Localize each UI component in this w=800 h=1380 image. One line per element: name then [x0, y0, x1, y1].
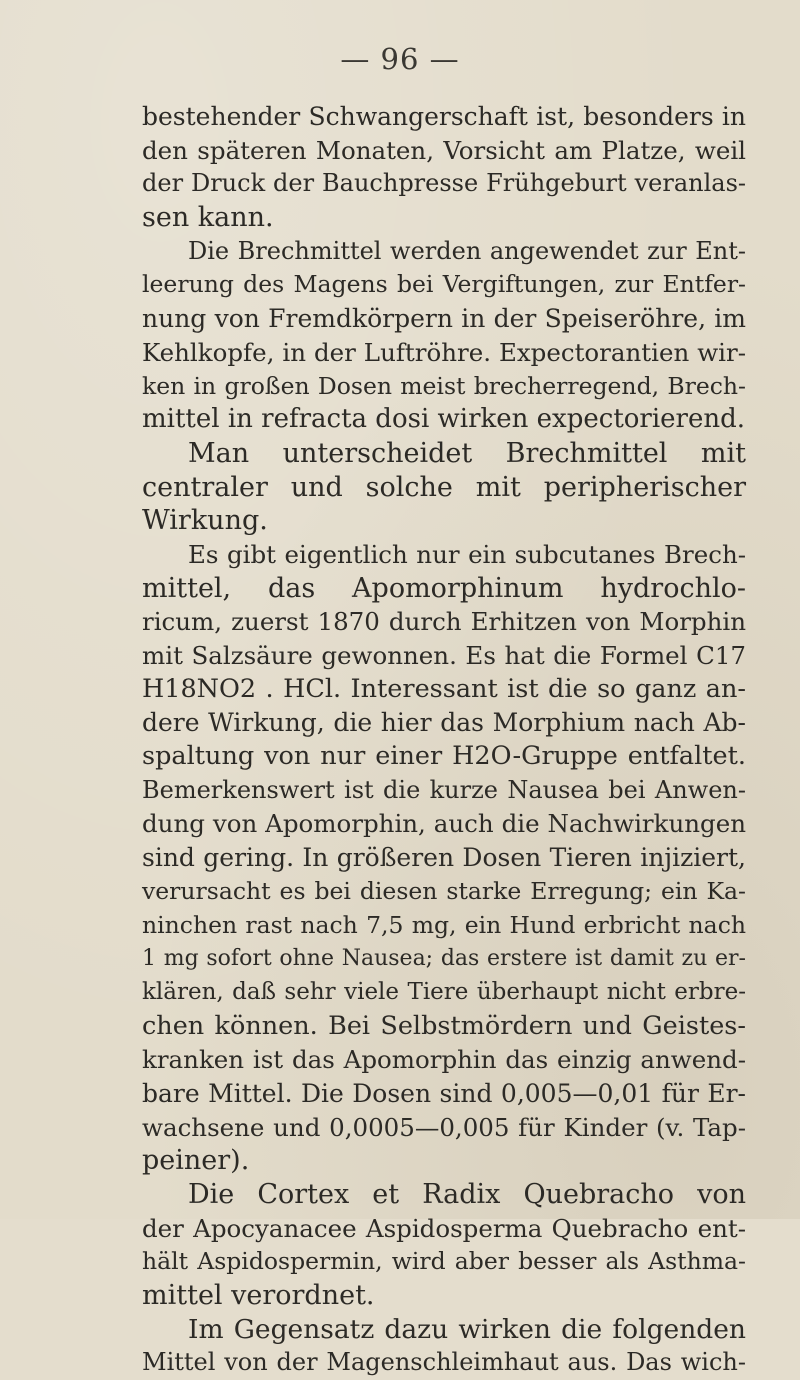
text-line: klären, daß sehr viele Tiere überhaupt nicht erbre- — [142, 978, 746, 1005]
text-line: der Apocyanacee Aspidosperma Quebracho ent- — [142, 1213, 746, 1243]
text-line: dere Wirkung, die hier das Morphium nach Ab- — [142, 708, 746, 738]
text-line: mittel in refracta dosi wirken expectorierend. — [142, 404, 746, 435]
text-line: verursacht es bei diesen starke Erregung; ein Ka- — [142, 876, 746, 905]
text-line: den späteren Monaten, Vorsicht am Platze, weil — [142, 135, 746, 165]
text-line: wachsene und 0,0005—0,005 für Kinder (v. Tap- — [142, 1112, 746, 1142]
text-line: Die Cortex et Radix Quebracho von — [188, 1179, 746, 1210]
text-line: Die Brechmittel werden angewendet zur Ent- — [188, 236, 746, 265]
text-line: leerung des Magens bei Vergiftungen, zur Entfer- — [142, 270, 746, 299]
text-line: Bemerkenswert ist die kurze Nausea bei Anwen- — [142, 775, 746, 804]
text-line: Mittel von der Magenschleimhaut aus. Das wich- — [142, 1348, 746, 1377]
text-line: Es gibt eigentlich nur ein subcutanes Brech- — [188, 539, 746, 569]
text-line: mit Salzsäure gewonnen. Es hat die Formel C17 — [142, 641, 746, 670]
text-line: sind gering. In größeren Dosen Tieren injiziert, — [142, 843, 746, 873]
text-line: bestehender Schwangerschaft ist, besonders in — [142, 102, 746, 131]
text-line: sen kann. — [142, 202, 274, 234]
text-line: Wirkung. — [142, 505, 268, 537]
text-line: ricum, zuerst 1870 durch Erhitzen von Morphin — [142, 607, 746, 637]
text-line: hält Aspidospermin, wird aber besser als Asthma- — [142, 1247, 746, 1276]
text-line: ninchen rast nach 7,5 mg, ein Hund erbricht nach — [142, 910, 746, 939]
text-line: chen können. Bei Selbstmördern und Geistes- — [142, 1010, 746, 1041]
text-line: ken in großen Dosen meist brecherregend, Brech- — [142, 371, 746, 400]
text-line: spaltung von nur einer H2O-Gruppe entfaltet. — [142, 741, 746, 772]
text-line: kranken ist das Apomorphin das einzig anwend- — [142, 1045, 746, 1075]
text-line: Im Gegensatz dazu wirken die folgenden — [188, 1313, 746, 1345]
text-line: Kehlkopfe, in der Luftröhre. Expectorantien wir- — [142, 337, 746, 367]
text-line: nung von Fremdkörpern in der Speiseröhre, im — [142, 304, 746, 334]
body-text — [142, 100, 746, 1380]
text-line: 1 mg sofort ohne Nausea; das erstere ist damit zu er- — [142, 946, 746, 972]
text-line: H18NO2 . HCl. Interessant ist die so ganz an- — [142, 673, 746, 704]
text-line: mittel verordnet. — [142, 1280, 375, 1312]
text-line: centraler und solche mit peripherischer — [142, 471, 746, 503]
text-line: Man unterscheidet Brechmittel mit — [188, 437, 746, 469]
text-line: peiner). — [142, 1145, 250, 1177]
text-line: dung von Apomorphin, auch die Nachwirkungen — [142, 809, 746, 839]
text-line: mittel, das Apomorphinum hydrochlo- — [142, 572, 746, 604]
text-line: bare Mittel. Die Dosen sind 0,005—0,01 für Er- — [142, 1078, 746, 1108]
page-number: — 96 — — [340, 42, 460, 76]
text-line: der Druck der Bauchpresse Frühgeburt veranlas- — [142, 169, 746, 198]
